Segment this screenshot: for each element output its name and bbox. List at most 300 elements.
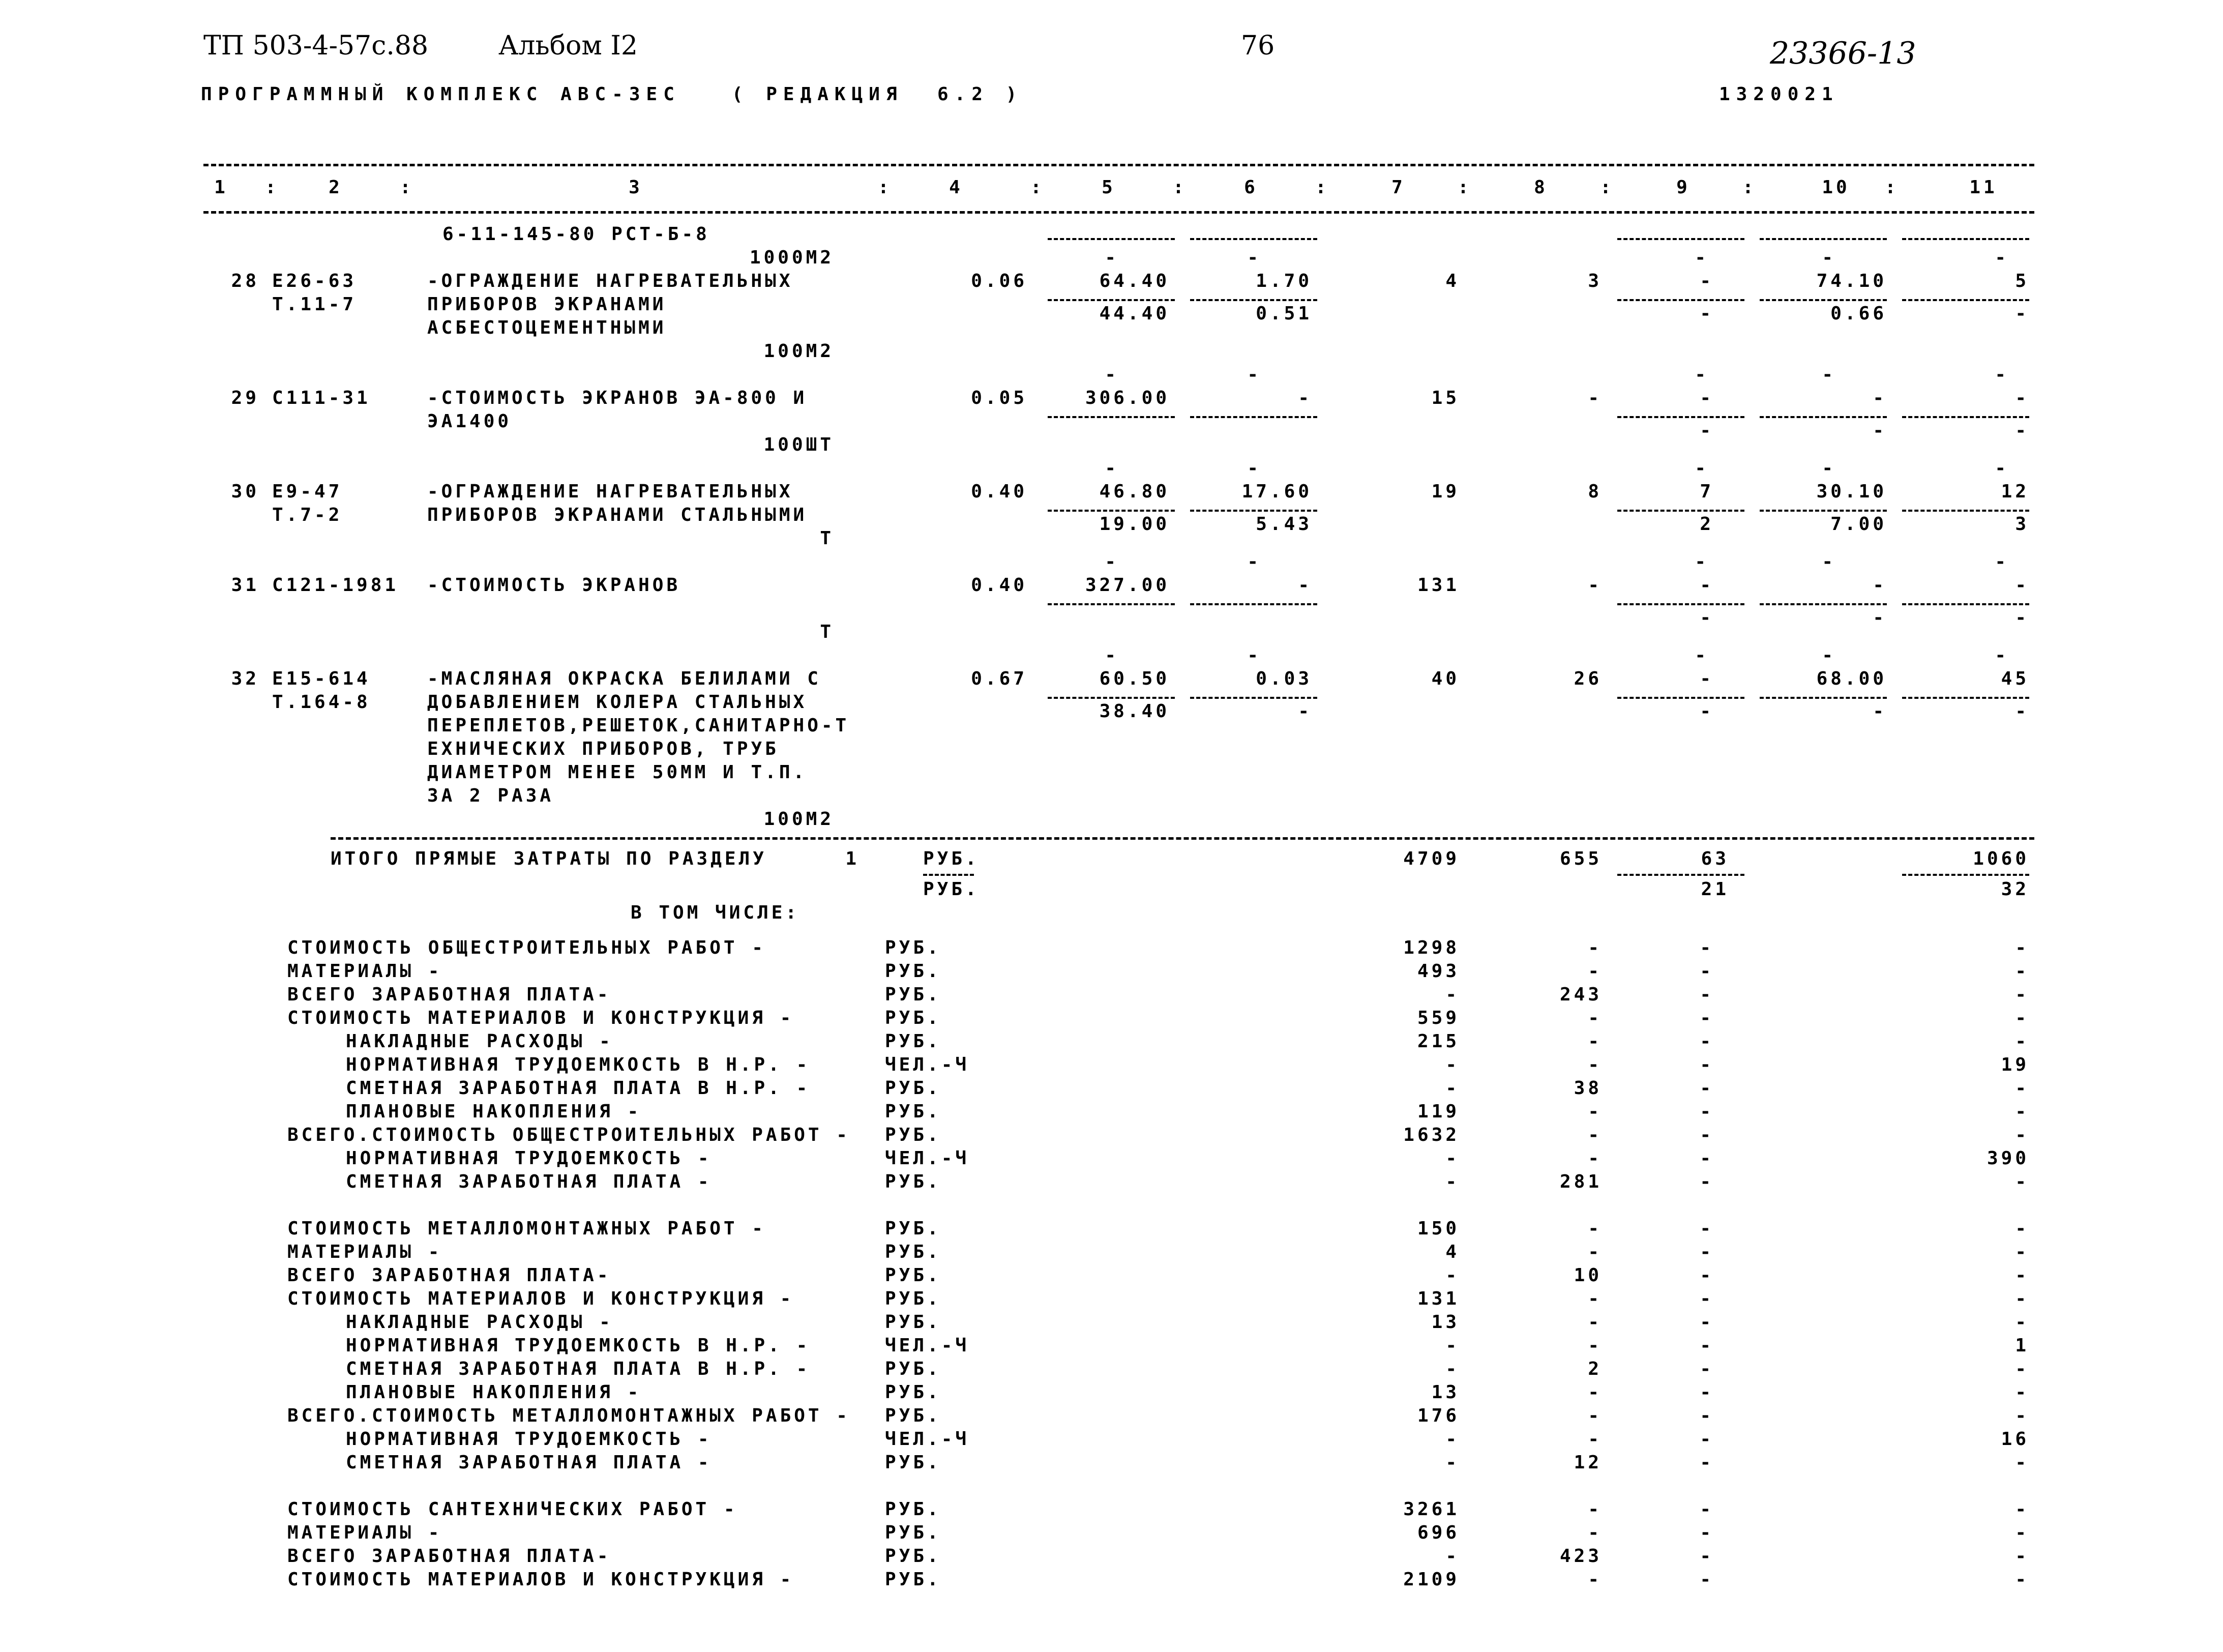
item-col9-b: - bbox=[1700, 303, 1714, 324]
total-col7: 4709 bbox=[1403, 848, 1460, 869]
item-description: ЗА 2 РАЗА bbox=[427, 785, 554, 806]
column-header: 2 bbox=[329, 177, 343, 198]
item-col9-b: 2 bbox=[1700, 514, 1714, 535]
cell-rule bbox=[1902, 697, 2029, 699]
summary-col11: - bbox=[2015, 1218, 2029, 1239]
summary-label: НОРМАТИВНАЯ ТРУДОЕМКОСТЬ В Н.Р. - bbox=[346, 1335, 811, 1356]
item-col8: 8 bbox=[1588, 481, 1602, 502]
item-col6: - bbox=[1298, 575, 1312, 596]
column-separator: : bbox=[1458, 177, 1472, 198]
item-col11: 5 bbox=[2015, 271, 2029, 291]
doc-code: ТП 503-4-57с.88 bbox=[203, 31, 429, 61]
item-col5: 306.00 bbox=[1085, 388, 1170, 408]
cell-rule bbox=[1760, 603, 1887, 605]
item-col10-b: - bbox=[1873, 607, 1887, 628]
item-col7: 15 bbox=[1431, 388, 1460, 408]
item-col6-b: - bbox=[1298, 701, 1312, 722]
item-col7: 40 bbox=[1431, 668, 1460, 689]
mark: - bbox=[1247, 458, 1261, 479]
summary-col7: 215 bbox=[1417, 1031, 1460, 1052]
summary-col11: 390 bbox=[1987, 1148, 2029, 1169]
item-col5-b: 44.40 bbox=[1099, 303, 1170, 324]
summary-col9: - bbox=[1700, 1288, 1714, 1309]
summary-col7: 2109 bbox=[1403, 1569, 1460, 1590]
summary-col8: 423 bbox=[1559, 1546, 1602, 1567]
cell-rule bbox=[1048, 299, 1175, 301]
summary-col8: - bbox=[1588, 1031, 1602, 1052]
summary-col11: 1 bbox=[2015, 1335, 2029, 1356]
summary-col9: - bbox=[1700, 1335, 1714, 1356]
cell-rule bbox=[1902, 299, 2029, 301]
item-qty: 0.40 bbox=[971, 575, 1027, 596]
summary-unit: ЧЕЛ.-Ч bbox=[885, 1429, 970, 1450]
summary-col11: - bbox=[2015, 1242, 2029, 1262]
item-col11: 45 bbox=[2001, 668, 2029, 689]
summary-label: НАКЛАДНЫЕ РАСХОДЫ - bbox=[346, 1031, 613, 1052]
item-col5: 60.50 bbox=[1099, 668, 1170, 689]
summary-col9: - bbox=[1700, 1148, 1714, 1169]
summary-col7: 150 bbox=[1417, 1218, 1460, 1239]
summary-label: СМЕТНАЯ ЗАРАБОТНАЯ ПЛАТА - bbox=[346, 1171, 712, 1192]
summary-col11: - bbox=[2015, 1452, 2029, 1473]
cell-rule bbox=[1617, 697, 1744, 699]
summary-unit: РУБ. bbox=[885, 1008, 941, 1028]
item-code-2: Т.7-2 bbox=[272, 505, 343, 525]
item-col6: 1.70 bbox=[1256, 271, 1312, 291]
cell-rule bbox=[1048, 510, 1175, 512]
mark: - bbox=[1822, 551, 1836, 572]
column-header: 8 bbox=[1534, 177, 1548, 198]
mark: - bbox=[1695, 247, 1709, 268]
item-col10: - bbox=[1873, 388, 1887, 408]
summary-col7: - bbox=[1445, 1171, 1460, 1192]
summary-col7: 3261 bbox=[1403, 1499, 1460, 1520]
item-col5: 327.00 bbox=[1085, 575, 1170, 596]
cell-rule bbox=[1617, 603, 1744, 605]
summary-col8: - bbox=[1588, 1569, 1602, 1590]
summary-unit: РУБ. bbox=[885, 961, 941, 982]
summary-unit: РУБ. bbox=[885, 1499, 941, 1520]
item-description: ЕХНИЧЕСКИХ ПРИБОРОВ, ТРУБ bbox=[427, 739, 779, 759]
summary-col9: - bbox=[1700, 1265, 1714, 1286]
summary-unit: РУБ. bbox=[885, 1265, 941, 1286]
summary-label: НОРМАТИВНАЯ ТРУДОЕМКОСТЬ - bbox=[346, 1429, 712, 1450]
item-col7: 4 bbox=[1445, 271, 1460, 291]
mark: - bbox=[1695, 458, 1709, 479]
summary-col8: - bbox=[1588, 961, 1602, 982]
item-col10-b: - bbox=[1873, 701, 1887, 722]
summary-label: СТОИМОСТЬ МЕТАЛЛОМОНТАЖНЫХ РАБОТ - bbox=[287, 1218, 766, 1239]
cell-rule bbox=[1617, 238, 1744, 240]
summary-col8: 38 bbox=[1574, 1078, 1602, 1099]
item-description: ПРИБОРОВ ЭКРАНАМИ СТАЛЬНЫМИ bbox=[427, 505, 808, 525]
item-col10-b: 0.66 bbox=[1830, 303, 1887, 324]
item-col8: 26 bbox=[1574, 668, 1602, 689]
pre-line-code: 6-11-145-80 РСТ-Б-8 bbox=[442, 224, 710, 245]
page-number: 76 bbox=[1241, 31, 1275, 61]
summary-unit: РУБ. bbox=[885, 937, 941, 958]
summary-col9: - bbox=[1700, 1242, 1714, 1262]
column-separator: : bbox=[1173, 177, 1187, 198]
column-separator: : bbox=[1030, 177, 1045, 198]
item-description: -СТОИМОСТЬ ЭКРАНОВ bbox=[427, 575, 681, 596]
item-col5: 46.80 bbox=[1099, 481, 1170, 502]
summary-col7: 559 bbox=[1417, 1008, 1460, 1028]
summary-col9: - bbox=[1700, 1499, 1714, 1520]
item-col9-b: - bbox=[1700, 420, 1714, 441]
summary-col7: 1298 bbox=[1403, 937, 1460, 958]
summary-col7: - bbox=[1445, 1546, 1460, 1567]
item-col7: 131 bbox=[1417, 575, 1460, 596]
item-col9: 7 bbox=[1700, 481, 1714, 502]
mark: - bbox=[1105, 458, 1119, 479]
mark: - bbox=[1995, 364, 2009, 385]
item-number: 28 bbox=[231, 271, 259, 291]
summary-unit: ЧЕЛ.-Ч bbox=[885, 1148, 970, 1169]
summary-unit: РУБ. bbox=[885, 984, 941, 1005]
item-col9: - bbox=[1700, 388, 1714, 408]
column-separator: : bbox=[1742, 177, 1757, 198]
summary-unit: РУБ. bbox=[885, 1522, 941, 1543]
column-header: 1 bbox=[214, 177, 228, 198]
program-code: 1320021 bbox=[1719, 84, 1839, 105]
mark: - bbox=[1822, 364, 1836, 385]
item-code-2: Т.164-8 bbox=[272, 692, 371, 713]
summary-col8: - bbox=[1588, 1054, 1602, 1075]
cell-rule bbox=[1190, 238, 1317, 240]
item-col10-b: 7.00 bbox=[1830, 514, 1887, 535]
summary-unit: РУБ. bbox=[885, 1382, 941, 1403]
summary-label: НОРМАТИВНАЯ ТРУДОЕМКОСТЬ - bbox=[346, 1148, 712, 1169]
summary-col8: - bbox=[1588, 1499, 1602, 1520]
summary-col11: - bbox=[2015, 1359, 2029, 1379]
summary-col8: - bbox=[1588, 1429, 1602, 1450]
summary-col8: - bbox=[1588, 1125, 1602, 1145]
item-col6-b: 0.51 bbox=[1256, 303, 1312, 324]
item-description: АСБЕСТОЦЕМЕНТНЫМИ bbox=[427, 317, 667, 338]
summary-col9: - bbox=[1700, 1359, 1714, 1379]
item-col6: - bbox=[1298, 388, 1312, 408]
item-number: 32 bbox=[231, 668, 259, 689]
column-separator: : bbox=[265, 177, 279, 198]
item-code: С121-1981 bbox=[272, 575, 399, 596]
summary-col8: 243 bbox=[1559, 984, 1602, 1005]
summary-unit: РУБ. bbox=[885, 1218, 941, 1239]
cell-rule bbox=[1190, 697, 1317, 699]
item-col6: 17.60 bbox=[1241, 481, 1312, 502]
summary-unit: РУБ. bbox=[885, 1031, 941, 1052]
mark: - bbox=[1105, 364, 1119, 385]
column-header: 4 bbox=[949, 177, 963, 198]
item-description: -ОГРАЖДЕНИЕ НАГРЕВАТЕЛЬНЫХ bbox=[427, 481, 793, 502]
column-header: 3 bbox=[629, 177, 643, 198]
summary-label: СТОИМОСТЬ МАТЕРИАЛОВ И КОНСТРУКЦИЯ - bbox=[287, 1288, 794, 1309]
summary-col7: 4 bbox=[1445, 1242, 1460, 1262]
summary-unit: РУБ. bbox=[885, 1359, 941, 1379]
rule-top bbox=[203, 164, 2034, 166]
summary-col8: - bbox=[1588, 1101, 1602, 1122]
item-col6: 0.03 bbox=[1256, 668, 1312, 689]
item-qty: 0.67 bbox=[971, 668, 1027, 689]
summary-col7: 13 bbox=[1431, 1382, 1460, 1403]
cell-rule bbox=[1048, 416, 1175, 418]
summary-label: МАТЕРИАЛЫ - bbox=[287, 961, 442, 982]
summary-col9: - bbox=[1700, 984, 1714, 1005]
summary-col7: 696 bbox=[1417, 1522, 1460, 1543]
unit-label: 100М2 bbox=[763, 809, 834, 830]
summary-label: ВСЕГО.СТОИМОСТЬ МЕТАЛЛОМОНТАЖНЫХ РАБОТ - bbox=[287, 1405, 850, 1426]
cell-rule bbox=[1760, 416, 1887, 418]
cell-rule bbox=[1902, 874, 2029, 876]
mark: - bbox=[1105, 551, 1119, 572]
summary-col8: - bbox=[1588, 1218, 1602, 1239]
summary-col8: 12 bbox=[1574, 1452, 1602, 1473]
item-code: С111-31 bbox=[272, 388, 371, 408]
total-unit: РУБ. bbox=[923, 848, 980, 869]
item-description: ЭА1400 bbox=[427, 411, 512, 432]
item-col11-b: - bbox=[2015, 701, 2029, 722]
summary-col7: 493 bbox=[1417, 961, 1460, 982]
summary-col11: - bbox=[2015, 1312, 2029, 1333]
summary-col11: - bbox=[2015, 1171, 2029, 1192]
rule-header-bottom bbox=[203, 211, 2034, 214]
summary-col8: - bbox=[1588, 1382, 1602, 1403]
album-label: Альбом I2 bbox=[498, 31, 638, 61]
column-separator: : bbox=[1885, 177, 1899, 198]
item-col10: 30.10 bbox=[1816, 481, 1887, 502]
summary-col8: 2 bbox=[1588, 1359, 1602, 1379]
item-col8: - bbox=[1588, 388, 1602, 408]
mark: - bbox=[1995, 458, 2009, 479]
total-col11: 1060 bbox=[1973, 848, 2029, 869]
item-code: Е15-614 bbox=[272, 668, 371, 689]
mark: - bbox=[1247, 645, 1261, 666]
summary-col9: - bbox=[1700, 1312, 1714, 1333]
column-header: 10 bbox=[1822, 177, 1850, 198]
summary-col9: - bbox=[1700, 1522, 1714, 1543]
summary-unit: РУБ. bbox=[885, 1078, 941, 1099]
cell-rule bbox=[1190, 510, 1317, 512]
cell-rule bbox=[1902, 416, 2029, 418]
item-number: 30 bbox=[231, 481, 259, 502]
summary-col9: - bbox=[1700, 1008, 1714, 1028]
item-col6-b: 5.43 bbox=[1256, 514, 1312, 535]
summary-col8: - bbox=[1588, 1335, 1602, 1356]
summary-col11: 19 bbox=[2001, 1054, 2029, 1075]
summary-col7: - bbox=[1445, 1359, 1460, 1379]
summary-col11: - bbox=[2015, 1405, 2029, 1426]
summary-col8: - bbox=[1588, 1405, 1602, 1426]
item-description: ДИАМЕТРОМ МЕНЕЕ 50ММ И Т.П. bbox=[427, 762, 808, 783]
mark: - bbox=[1822, 458, 1836, 479]
item-description: ПРИБОРОВ ЭКРАНАМИ bbox=[427, 294, 667, 315]
cell-rule bbox=[1760, 697, 1887, 699]
mark: - bbox=[1695, 645, 1709, 666]
item-col11-b: - bbox=[2015, 607, 2029, 628]
summary-unit: РУБ. bbox=[885, 1125, 941, 1145]
summary-col8: - bbox=[1588, 1288, 1602, 1309]
summary-col9: - bbox=[1700, 937, 1714, 958]
column-separator: : bbox=[1600, 177, 1614, 198]
item-col9: - bbox=[1700, 668, 1714, 689]
summary-label: СТОИМОСТЬ САНТЕХНИЧЕСКИХ РАБОТ - bbox=[287, 1499, 738, 1520]
item-number: 29 bbox=[231, 388, 259, 408]
summary-col11: - bbox=[2015, 1546, 2029, 1567]
summary-col11: - bbox=[2015, 961, 2029, 982]
mark: - bbox=[1695, 551, 1709, 572]
item-col11: - bbox=[2015, 575, 2029, 596]
summary-unit: РУБ. bbox=[885, 1242, 941, 1262]
summary-label: СТОИМОСТЬ МАТЕРИАЛОВ И КОНСТРУКЦИЯ - bbox=[287, 1008, 794, 1028]
mark: - bbox=[1995, 645, 2009, 666]
summary-unit: РУБ. bbox=[885, 1405, 941, 1426]
summary-label: МАТЕРИАЛЫ - bbox=[287, 1242, 442, 1262]
total-col8: 655 bbox=[1559, 848, 1602, 869]
summary-unit: РУБ. bbox=[885, 1171, 941, 1192]
mark: - bbox=[1105, 645, 1119, 666]
summary-label: ВСЕГО ЗАРАБОТНАЯ ПЛАТА- bbox=[287, 984, 611, 1005]
item-code: Е9-47 bbox=[272, 481, 343, 502]
cell-rule bbox=[1902, 603, 2029, 605]
cell-rule bbox=[1902, 510, 2029, 512]
summary-col9: - bbox=[1700, 1405, 1714, 1426]
summary-col7: - bbox=[1445, 1452, 1460, 1473]
total-col9-b: 21 bbox=[1701, 879, 1729, 900]
mark: - bbox=[1995, 551, 2009, 572]
summary-label: СТОИМОСТЬ МАТЕРИАЛОВ И КОНСТРУКЦИЯ - bbox=[287, 1569, 794, 1590]
summary-col8: 281 bbox=[1559, 1171, 1602, 1192]
summary-unit: РУБ. bbox=[885, 1101, 941, 1122]
program-line: ПРОГРАММНЫЙ КОМПЛЕКС АВС-3ЕС ( РЕДАКЦИЯ 6.2 ) bbox=[201, 84, 1023, 105]
total-section: 1 bbox=[845, 848, 859, 869]
cell-rule bbox=[1190, 416, 1317, 418]
item-col5-b: 38.40 bbox=[1099, 701, 1170, 722]
summary-col7: - bbox=[1445, 1148, 1460, 1169]
summary-col8: - bbox=[1588, 1522, 1602, 1543]
column-separator: : bbox=[400, 177, 414, 198]
summary-unit: РУБ. bbox=[885, 1569, 941, 1590]
summary-col8: - bbox=[1588, 937, 1602, 958]
rule-total bbox=[331, 837, 2034, 840]
item-number: 31 bbox=[231, 575, 259, 596]
column-separator: : bbox=[878, 177, 892, 198]
summary-col9: - bbox=[1700, 1031, 1714, 1052]
cell-rule bbox=[1760, 299, 1887, 301]
summary-col9: - bbox=[1700, 1101, 1714, 1122]
item-col9: - bbox=[1700, 575, 1714, 596]
item-qty: 0.40 bbox=[971, 481, 1027, 502]
summary-unit: РУБ. bbox=[885, 1452, 941, 1473]
summary-label: ПЛАНОВЫЕ НАКОПЛЕНИЯ - bbox=[346, 1101, 642, 1122]
item-qty: 0.05 bbox=[971, 388, 1027, 408]
unit-label: 100ШТ bbox=[763, 434, 834, 455]
summary-unit: РУБ. bbox=[885, 1546, 941, 1567]
summary-col11: 16 bbox=[2001, 1429, 2029, 1450]
mark: - bbox=[1695, 364, 1709, 385]
item-col11: 12 bbox=[2001, 481, 2029, 502]
summary-col8: - bbox=[1588, 1242, 1602, 1262]
item-code-2: Т.11-7 bbox=[272, 294, 357, 315]
summary-col11: - bbox=[2015, 937, 2029, 958]
summary-label: СТОИМОСТЬ ОБЩЕСТРОИТЕЛЬНЫХ РАБОТ - bbox=[287, 937, 766, 958]
mark: - bbox=[1247, 247, 1261, 268]
summary-col7: 13 bbox=[1431, 1312, 1460, 1333]
cell-rule bbox=[1048, 603, 1175, 605]
summary-col7: - bbox=[1445, 1078, 1460, 1099]
item-col8: - bbox=[1588, 575, 1602, 596]
summary-col11: - bbox=[2015, 1382, 2029, 1403]
summary-col9: - bbox=[1700, 1382, 1714, 1403]
summary-col9: - bbox=[1700, 1171, 1714, 1192]
summary-col8: 10 bbox=[1574, 1265, 1602, 1286]
item-qty: 0.06 bbox=[971, 271, 1027, 291]
cell-rule bbox=[1048, 238, 1175, 240]
summary-col11: - bbox=[2015, 1265, 2029, 1286]
summary-col9: - bbox=[1700, 1078, 1714, 1099]
item-description: -ОГРАЖДЕНИЕ НАГРЕВАТЕЛЬНЫХ bbox=[427, 271, 793, 291]
summary-col8: - bbox=[1588, 1148, 1602, 1169]
mark: - bbox=[1105, 247, 1119, 268]
total-label: ИТОГО ПРЯМЫЕ ЗАТРАТЫ ПО РАЗДЕЛУ bbox=[331, 848, 767, 869]
summary-col7: 131 bbox=[1417, 1288, 1460, 1309]
unit-label: Т bbox=[820, 528, 834, 549]
cell-rule bbox=[1617, 299, 1744, 301]
summary-col11: - bbox=[2015, 1031, 2029, 1052]
item-col10-b: - bbox=[1873, 420, 1887, 441]
summary-unit: ЧЕЛ.-Ч bbox=[885, 1335, 970, 1356]
column-separator: : bbox=[1315, 177, 1329, 198]
cell-rule bbox=[1617, 510, 1744, 512]
item-col9-b: - bbox=[1700, 607, 1714, 628]
cell-rule bbox=[1760, 510, 1887, 512]
summary-label: ПЛАНОВЫЕ НАКОПЛЕНИЯ - bbox=[346, 1382, 642, 1403]
column-header: 7 bbox=[1391, 177, 1406, 198]
item-description: -СТОИМОСТЬ ЭКРАНОВ ЭА-800 И bbox=[427, 388, 808, 408]
column-header: 9 bbox=[1676, 177, 1691, 198]
item-col10: 74.10 bbox=[1816, 271, 1887, 291]
item-col11-b: - bbox=[2015, 420, 2029, 441]
summary-col11: - bbox=[2015, 1522, 2029, 1543]
mark: - bbox=[1995, 247, 2009, 268]
cell-rule bbox=[1617, 874, 1744, 876]
summary-unit: РУБ. bbox=[885, 1312, 941, 1333]
summary-label: ВСЕГО ЗАРАБОТНАЯ ПЛАТА- bbox=[287, 1546, 611, 1567]
summary-col7: 119 bbox=[1417, 1101, 1460, 1122]
summary-unit: РУБ. bbox=[885, 1288, 941, 1309]
summary-col8: - bbox=[1588, 1008, 1602, 1028]
summary-col8: - bbox=[1588, 1312, 1602, 1333]
item-col11-b: 3 bbox=[2015, 514, 2029, 535]
item-col9-b: - bbox=[1700, 701, 1714, 722]
item-col11: - bbox=[2015, 388, 2029, 408]
column-header: 5 bbox=[1102, 177, 1116, 198]
summary-col9: - bbox=[1700, 1429, 1714, 1450]
item-col9: - bbox=[1700, 271, 1714, 291]
summary-col7: - bbox=[1445, 1335, 1460, 1356]
cell-rule bbox=[1190, 603, 1317, 605]
summary-col11: - bbox=[2015, 1008, 2029, 1028]
summary-label: СМЕТНАЯ ЗАРАБОТНАЯ ПЛАТА В Н.Р. - bbox=[346, 1078, 811, 1099]
summary-col11: - bbox=[2015, 1101, 2029, 1122]
summary-label: ВСЕГО.СТОИМОСТЬ ОБЩЕСТРОИТЕЛЬНЫХ РАБОТ - bbox=[287, 1125, 850, 1145]
including-label: В ТОМ ЧИСЛЕ: bbox=[631, 902, 800, 923]
summary-col11: - bbox=[2015, 1288, 2029, 1309]
summary-label: МАТЕРИАЛЫ - bbox=[287, 1522, 442, 1543]
unit-label: Т bbox=[820, 622, 834, 642]
item-col10: 68.00 bbox=[1816, 668, 1887, 689]
summary-col11: - bbox=[2015, 1078, 2029, 1099]
cell-rule bbox=[1902, 238, 2029, 240]
